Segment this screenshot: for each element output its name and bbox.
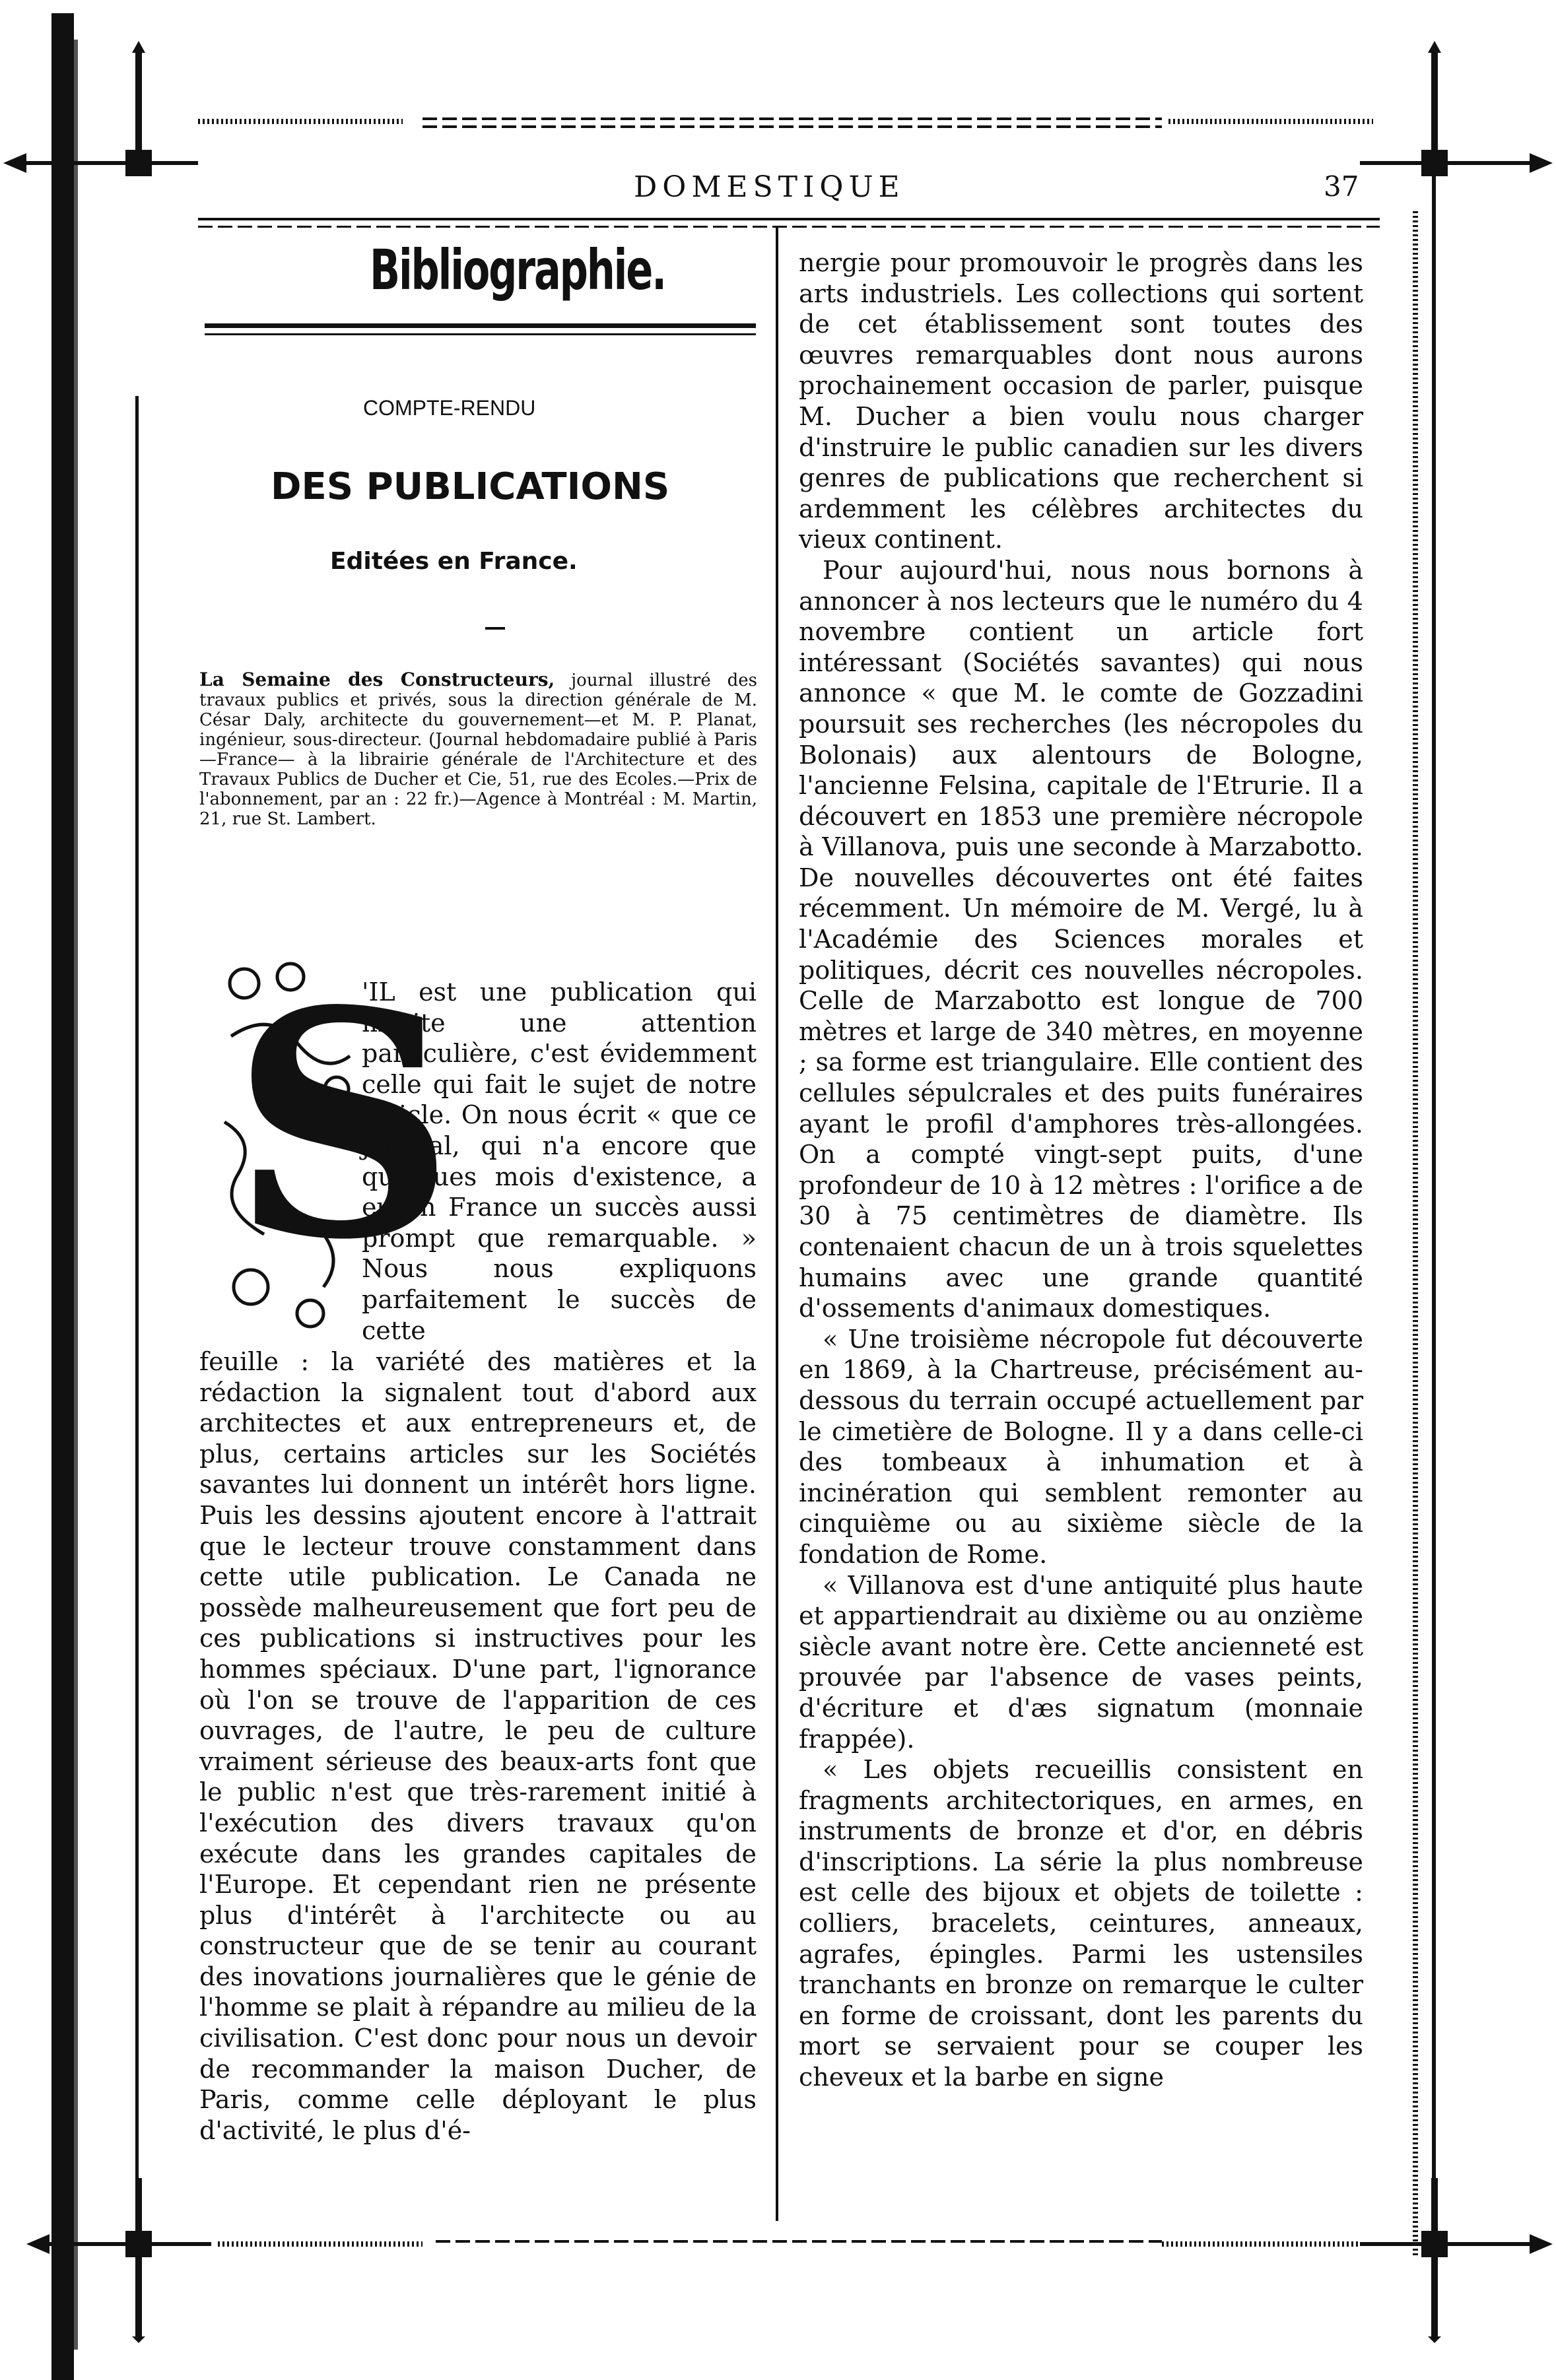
- right-paragraph-2: Pour aujourd'hui, nous nous bornons à annoncer à nos lecteurs que le numéro du 4 novembre contient un article fort intéressant (Sociétés savantes) qui nous annonce « que M. le comte de Gozzadini poursuit ses recherches (les nécropoles du Bolonais) aux alentours de Bologne, l'ancienne Felsina, capitale de l'Etrurie. Il a découvert en 1853 une première nécropole à Villanova, puis une seconde à Marzabotto. De nouvelles découvertes ont été faites récemment. Un mémoire de M. Vergé, lu à l'Académie des Sciences morales et politiques, décrit ces nouvelles nécropoles. Celle de Marzabotto est longue de 700 mètres et large de 340 mètres, en moyenne ; sa forme est triangulaire. Elle contient des cellules sépulcrales et des puits funéraires ayant le profil d'amphores très-allongées. On a compté vingt-sept puits, d'une profondeur de 10 à 12 mètres : l'orifice a de 30 à 75 centimètres de diamètre. Ils contenaient chacun de un à trois squelettes humains avec une grande quantité d'ossements d'animaux domestiques.: [799, 555, 1363, 1323]
- journal-details: journal illustré des travaux publics et privés, sous la direction générale de M. César Daly, architecte du gouvernement—et M. P. Planat, ingénieur, sous-directeur. (Journal hebdomadaire publié à Paris —France— à la librairie générale de l'Architecture et des Travaux Publics de Ducher et Cie, 51, rue des Ecoles.—Prix de l'abonnement, par an : 22 fr.)—Agence à Montréal : M. Martin, 21, rue St. Lambert.: [199, 671, 758, 829]
- right-paragraph-1: nergie pour promouvoir le progrès dans les arts industriels. Les collections qui sortent de cet établissement sont toutes des œuvres remarquables dont nous aurons prochainement occasion de parler, puisque M. Ducher a bien voulu nous charger d'instruire le public canadien sur les divers genres de publications que recherchent si ardemment les célèbres architectes du vieux continent.: [799, 248, 1363, 554]
- left-inner-line: [135, 396, 139, 2178]
- top-dotted-rule-right: [1168, 119, 1373, 124]
- top-dotted-rule-left: [198, 119, 403, 124]
- title-rule-thick: [205, 323, 756, 328]
- top-dashed-rule-2: [423, 125, 1162, 128]
- right-paragraph-4: « Villanova est d'une antiquité plus haute et appartiendrait au dixième ou au onzième siècle avant notre ère. Cette ancienneté est prouvée par l'absence de vases peints, d'écriture et d'æs signatum (monnaie frappée).: [799, 1570, 1363, 1754]
- compte-rendu-heading: COMPTE-RENDU: [363, 396, 536, 420]
- bottom-dotted-rule-right: [1162, 2241, 1360, 2247]
- journal-name: La Semaine des Constructeurs,: [199, 669, 555, 690]
- decorative-dropcap-s: [218, 943, 456, 1333]
- right-column: [799, 248, 1363, 2093]
- intro-full-text: feuille : la variété des matières et la rédaction la signalent tout d'abord aux architectes et aux entrepreneurs et, de plus, certains articles sur les Sociétés savantes lui donnent un intérêt hors ligne. Puis les dessins ajoutent encore à l'attrait que le lecteur trouve constamment dans cette utile publication. Le Canada ne possède malheureusement que fort peu de ces publications si instructives pour les hommes spéciaux. D'une part, l'ignorance où l'on se trouve de l'apparition de ces ouvrages, de l'autre, le peu de culture vraiment sérieuse des beaux-arts font que le public n'est que très-rarement initié à l'exécution des divers travaux qu'on exécute dans les grandes capitales de l'Europe. Et cependant rien ne présente plus d'intérêt à l'architecte ou au constructeur que de se tenir au courant des inovations journalières que le génie de l'homme se plait à répandre au milieu de la civilisation. C'est donc pour nous un devoir de recommander la maison Ducher, de Paris, comme celle déployant le plus d'activité, le plus d'é-: [199, 1347, 757, 2145]
- right-border-dots: [1413, 211, 1418, 2257]
- page-number: 37: [1324, 170, 1359, 203]
- dropcap-letter: S: [231, 943, 456, 1307]
- right-paragraph-5: « Les objets recueillis consistent en fragments architectoriques, en armes, en instruments de bronze et d'or, en débris d'inscriptions. La série la plus nombreuse est celle des bijoux et objets de toilette : colliers, bracelets, ceintures, anneaux, agrafes, épingles. Parmi les ustensiles tranchants en bronze on remarque le culter en forme de croissant, dont les parents du mort se servaient pour se couper les cheveux et la barbe en signe: [799, 1755, 1363, 2092]
- section-title: Bibliographie.: [370, 238, 665, 302]
- bottom-dashed-rule: [436, 2240, 1162, 2243]
- running-title: DOMESTIQUE: [634, 170, 905, 204]
- bottom-dotted-rule-left: [218, 2241, 423, 2247]
- right-paragraph-3: « Une troisième nécropole fut découverte en 1869, à la Chartreuse, précisément au-dessous du terrain occupé actuellement par le cimetière de Bologne. Il y a dans celle-ci des tombeaux à inhumation et à incinération qui semblent remonter au cinquième ou au sixième siècle de la fondation de Rome.: [799, 1324, 1363, 1569]
- top-ornament-rule: [0, 40, 1556, 172]
- header-rule-dashed: [198, 226, 1380, 228]
- left-border-inner: [74, 40, 78, 2350]
- header-rule: [198, 218, 1380, 220]
- section-dash: [485, 627, 505, 630]
- column-divider: [776, 228, 778, 2221]
- right-border-line: [1432, 172, 1436, 2310]
- left-border-spine: [51, 13, 74, 2380]
- journal-notice: [199, 670, 757, 829]
- title-rule-thin: [205, 333, 756, 335]
- top-dashed-rule: [423, 117, 1162, 120]
- editees-heading: Editées en France.: [330, 548, 578, 575]
- intro-indented-text: 'IL est une publication qui mérite une attention particulière, c'est évidemment celle qui fait le sujet de notre article. On nous écrit « que ce journal, qui n'a encore que quelques mois d'existence, a eu en France un succès aussi prompt que remarquable. » Nous nous expliquons parfaitement le succès de cette: [362, 977, 757, 1345]
- publications-heading: DES PUBLICATIONS: [271, 465, 670, 508]
